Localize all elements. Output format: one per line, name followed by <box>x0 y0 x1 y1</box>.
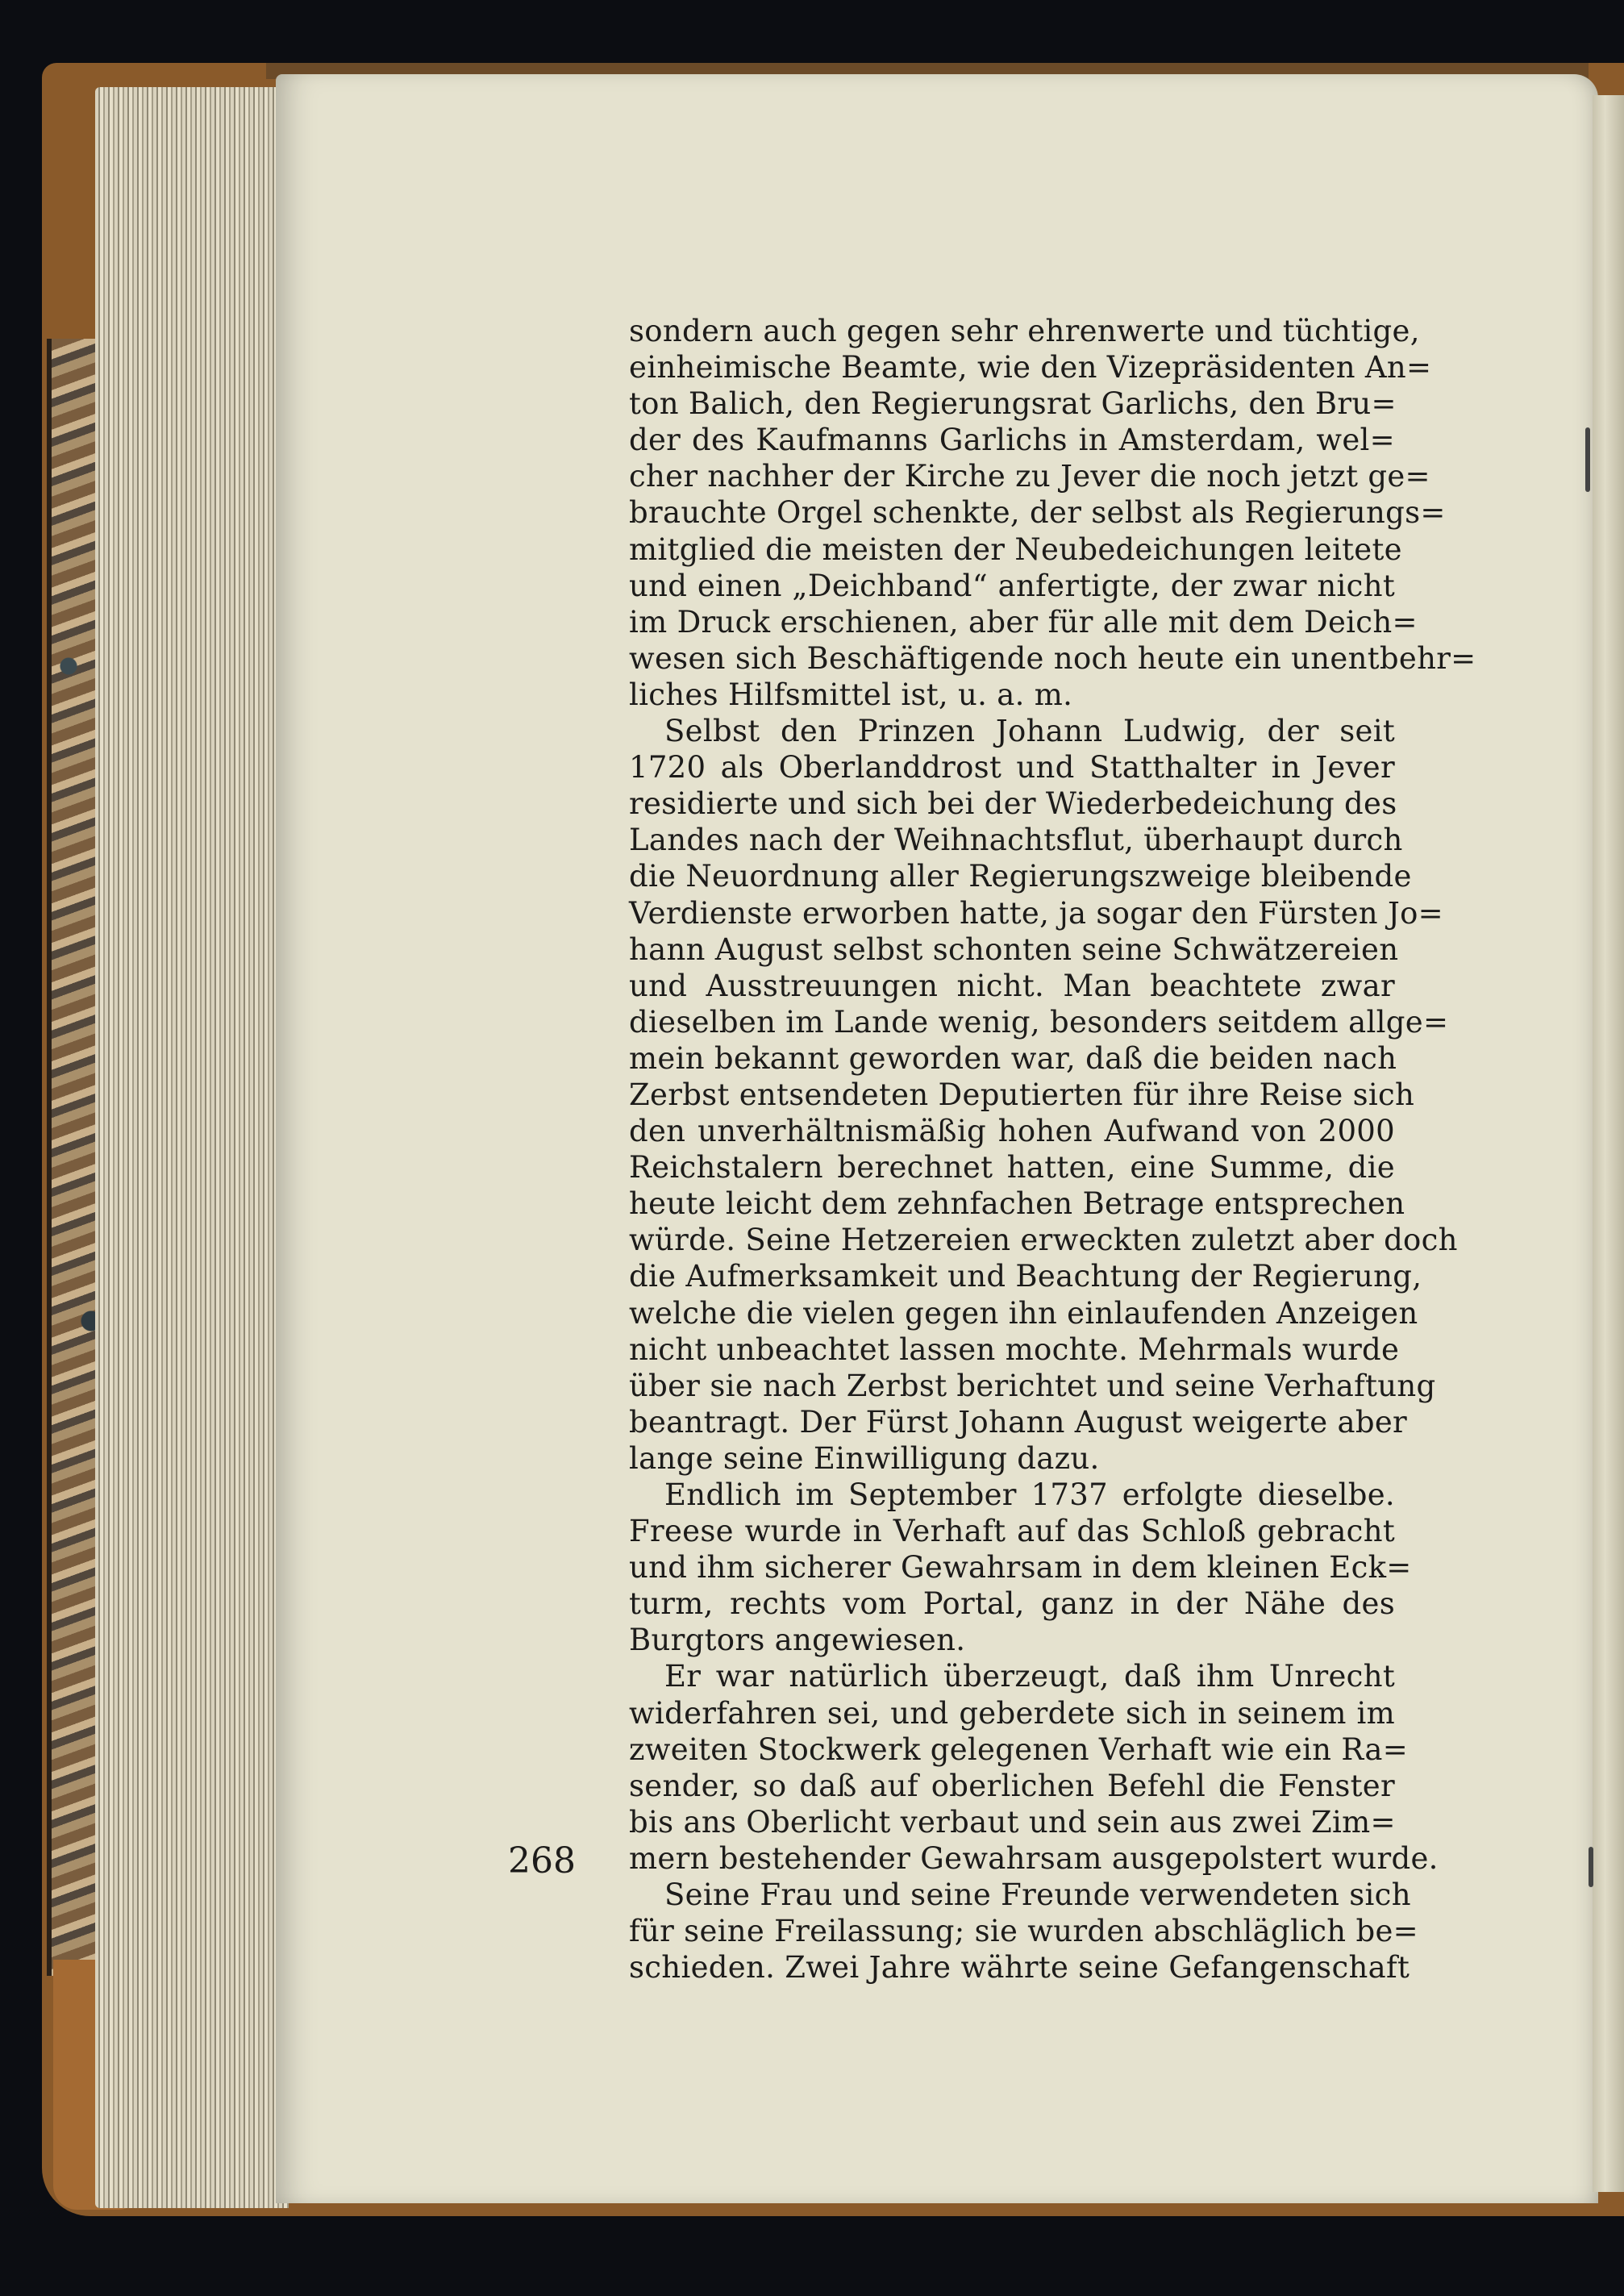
text-line: Verdienste erworben hatte, ja sogar den Fürsten Jo= <box>629 895 1443 931</box>
text-line: mein bekannt geworden war, daß die beiden nach <box>629 1040 1397 1076</box>
text-line: den unverhältnismäßig hohen Aufwand von 2000 <box>629 1114 1395 1149</box>
text-line: wesen sich Beschäftigende noch heute ein unentbehr= <box>629 640 1476 676</box>
text-line: im Druck erschienen, aber für alle mit dem Deich= <box>629 604 1418 640</box>
text-line: welche die vielen gegen ihn einlaufenden Anzeigen <box>629 1295 1418 1331</box>
text-line: bis ans Oberlicht verbaut und sein aus zwei Zim= <box>629 1804 1396 1840</box>
text-line: Landes nach der Weihnachtsflut, überhaupt durch <box>629 823 1403 858</box>
text-line: und Ausstreuungen nicht. Man beachtete zwar <box>629 968 1395 1003</box>
text-line: für seine Freilassung; sie wurden abschläglich be= <box>629 1914 1418 1949</box>
text-line: Seine Frau und seine Freunde verwendeten sich <box>664 1877 1411 1913</box>
text-line: ton Balich, den Regierungsrat Garlichs, den Bru= <box>629 386 1397 422</box>
text-line: sondern auch gegen sehr ehrenwerte und tüchtige, <box>629 314 1420 348</box>
text-line: und einen „Deichband“ anfertigte, der zwar nicht <box>629 568 1395 603</box>
text-line: einheimische Beamte, wie den Vizepräsidenten An= <box>629 350 1432 385</box>
text-line: beantragt. Der Fürst Johann August weigerte aber <box>629 1404 1407 1440</box>
text-line: Er war natürlich überzeugt, daß ihm Unrecht <box>664 1659 1395 1694</box>
text-line: dieselben im Lande wenig, besonders seitdem allge= <box>629 1004 1449 1040</box>
text-line: Freese wurde in Verhaft auf das Schloß gebracht <box>629 1514 1395 1549</box>
text-line: schieden. Zwei Jahre währte seine Gefangenschaft <box>629 1950 1410 1986</box>
text-line: die Aufmerksamkeit und Beachtung der Regierung, <box>629 1259 1422 1294</box>
text-line: Endlich im September 1737 erfolgte dieselbe. <box>664 1477 1395 1512</box>
page-mark <box>1585 427 1590 492</box>
text-line: Selbst den Prinzen Johann Ludwig, der seit <box>664 714 1395 749</box>
text-line: turm, rechts vom Portal, ganz in der Nähe des <box>629 1586 1395 1622</box>
text-line: widerfahren sei, und geberdete sich in seinem im <box>629 1695 1395 1731</box>
page-mark <box>1589 1847 1593 1887</box>
text-line: nicht unbeachtet lassen mochte. Mehrmals wurde <box>629 1331 1400 1367</box>
text-line: Reichstalern berechnet hatten, eine Summe, die <box>629 1150 1395 1186</box>
text-line: brauchte Orgel schenkte, der selbst als Regierungs= <box>629 495 1446 531</box>
text-line: zweiten Stockwerk gelegenen Verhaft wie ein Ra= <box>629 1731 1409 1767</box>
text-line: würde. Seine Hetzereien erweckten zuletzt aber doch <box>629 1223 1458 1258</box>
text-line: über sie nach Zerbst berichtet und seine Verhaftung <box>629 1368 1436 1403</box>
text-line: Zerbst entsendeten Deputierten für ihre Reise sich <box>629 1077 1415 1112</box>
text-line: 1720 als Oberlanddrost und Statthalter in Jever <box>629 750 1395 785</box>
body-text <box>629 313 1476 1986</box>
text-line: die Neuordnung aller Regierungszweige bleibende <box>629 859 1412 894</box>
page-number: 268 <box>508 1840 576 1881</box>
text-line: und ihm sicherer Gewahrsam in dem kleinen Eck= <box>629 1550 1412 1586</box>
text-line: lange seine Einwilligung dazu. <box>629 1440 1100 1476</box>
next-page-edge <box>1593 95 1624 2192</box>
text-line: sender, so daß auf oberlichen Befehl die Fenster <box>629 1768 1395 1803</box>
text-line: der des Kaufmanns Garlichs in Amsterdam, wel= <box>629 423 1395 458</box>
text-line: heute leicht dem zehnfachen Betrage entsprechen <box>629 1186 1405 1222</box>
text-line: liches Hilfsmittel ist, u. a. m. <box>629 677 1073 712</box>
text-line: Burgtors angewiesen. <box>629 1623 966 1658</box>
text-line: hann August selbst schonten seine Schwätzereien <box>629 931 1399 967</box>
text-line: cher nachher der Kirche zu Jever die noch jetzt ge= <box>629 459 1430 494</box>
text-line: mitglied die meisten der Neubedeichungen leitete <box>629 531 1402 567</box>
text-line: mern bestehender Gewahrsam ausgepolstert wurde. <box>629 1840 1439 1876</box>
text-line: residierte und sich bei der Wiederbedeichung des <box>629 786 1397 822</box>
page-edges <box>95 87 289 2208</box>
